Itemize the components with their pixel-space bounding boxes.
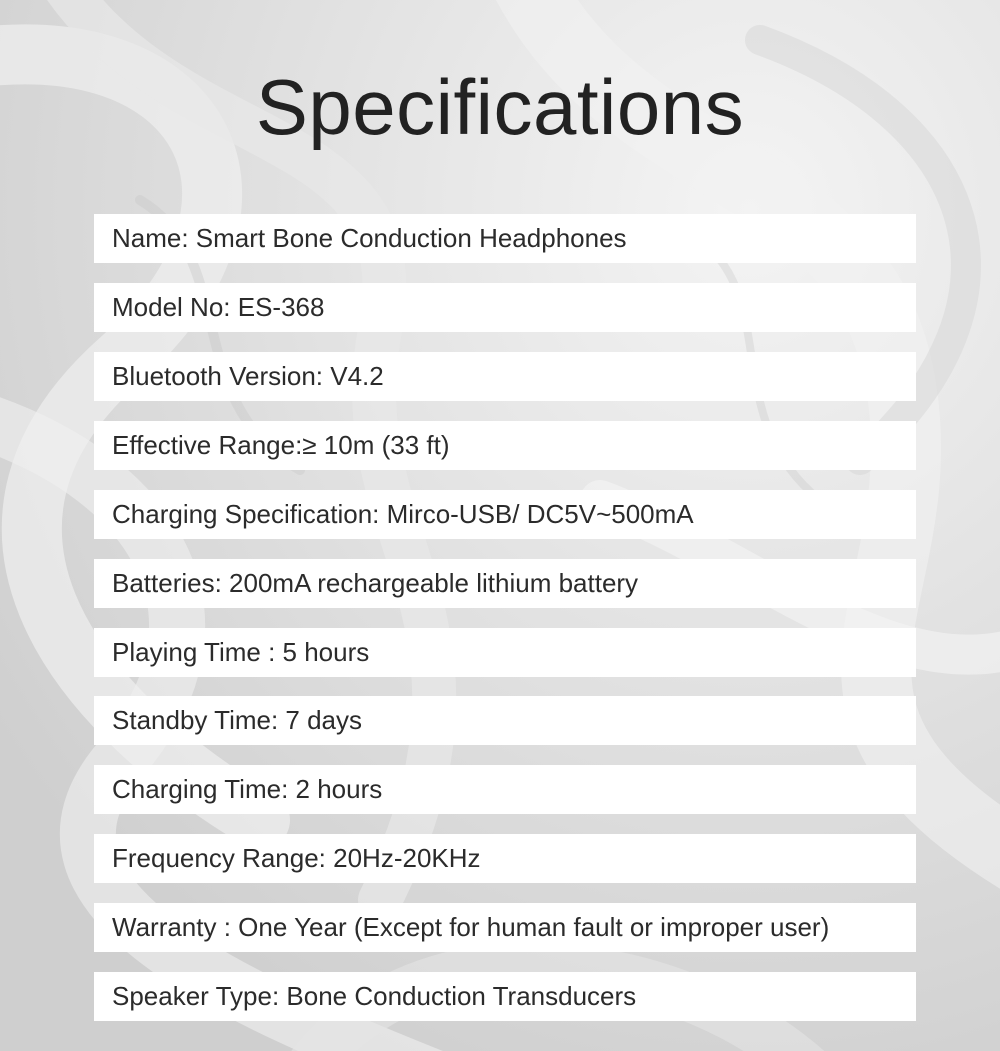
spec-row-charging-spec: Charging Specification: Mirco-USB/ DC5V~500mA [94,490,916,539]
spec-row-standby-time: Standby Time: 7 days [94,696,916,745]
spec-row-charging-time: Charging Time: 2 hours [94,765,916,814]
spec-row-effective-range: Effective Range:≥ 10m (33 ft) [94,421,916,470]
spec-row-playing-time: Playing Time : 5 hours [94,628,916,677]
spec-row-frequency-range: Frequency Range: 20Hz-20KHz [94,834,916,883]
spec-row-speaker-type: Speaker Type: Bone Conduction Transducers [94,972,916,1021]
spec-row-bluetooth-version: Bluetooth Version: V4.2 [94,352,916,401]
spec-row-model: Model No: ES-368 [94,283,916,332]
page-title: Specifications [255,63,745,151]
spec-row-warranty: Warranty : One Year (Except for human fault or improper user) [94,903,916,952]
spec-row-name: Name: Smart Bone Conduction Headphones [94,214,916,263]
spec-row-batteries: Batteries: 200mA rechargeable lithium battery [94,559,916,608]
